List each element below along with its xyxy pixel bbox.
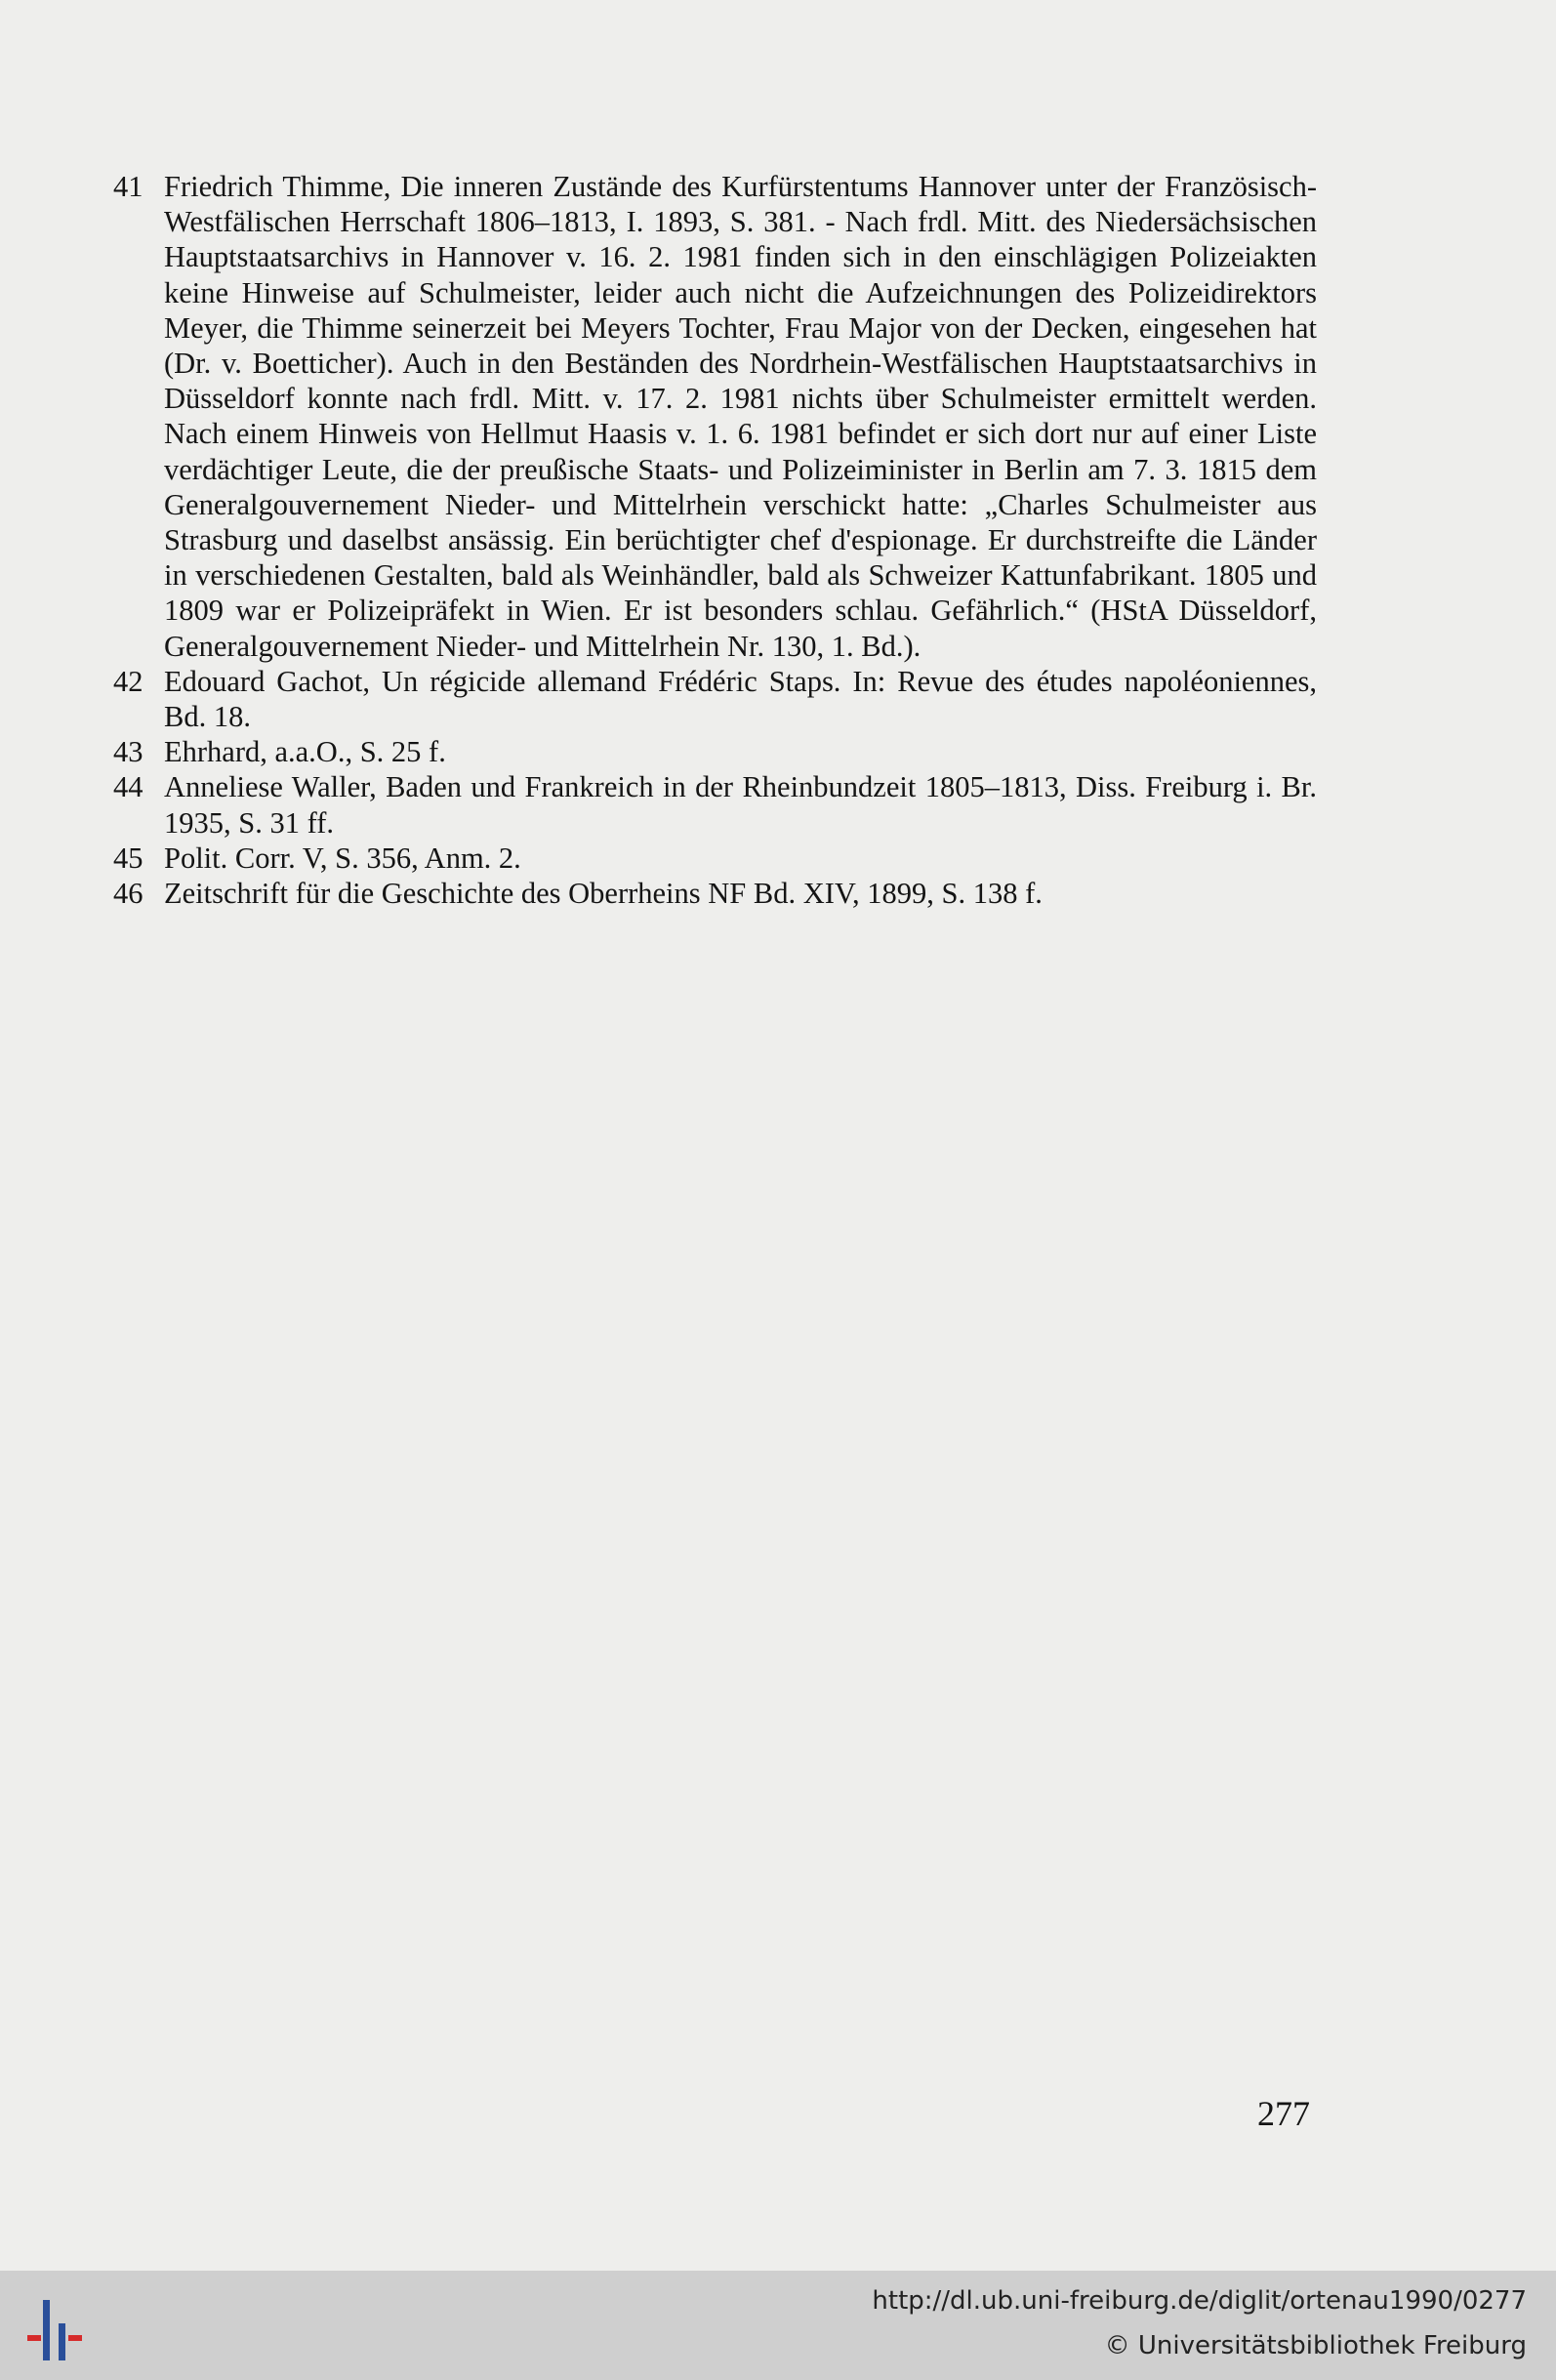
footnote-text: Polit. Corr. V, S. 356, Anm. 2. <box>164 841 521 875</box>
footnote-43 <box>113 734 1317 769</box>
footnote-42 <box>113 664 1317 734</box>
footnote-text: Friedrich Thimme, Die inneren Zustände des Kurfürstentums Hannover unter der Französisch-Westfälischen Herrschaft 1806–1813, I. 1893, S. 381. - Nach frdl. Mitt. des Niedersächsischen Hauptstaatsarchivs in Hannover v. 16. 2. 1981 finden sich in den einschlägigen Polizeiakten keine Hinweise auf Schulmeister, leider auch nicht die Aufzeichnungen des Polizeidirektors Meyer, die Thimme seinerzeit bei Meyers Tochter, Frau Major von der Decken, eingesehen hat (Dr. v. Boetticher). Auch in den Beständen des Nordrhein-Westfälischen Hauptstaatsarchivs in Düsseldorf konnte nach frdl. Mitt. v. 17. 2. 1981 nichts über Schulmeister ermittelt werden. Nach einem Hinweis von Hellmut Haasis v. 1. 6. 1981 befindet er sich dort nur auf einer Liste verdächtiger Leute, die der preußische Staats- und Polizeiminister in Berlin am 7. 3. 1815 dem Generalgouvernement Nieder- und Mittelrhein verschickt hatte: „Charles Schulmeister aus Strasburg und daselbst ansässig. Ein berüchtigter chef d'espionage. Er durchstreifte die Länder in verschiedenen Gestalten, bald als Weinhändler, bald als Schweizer Kattunfabrikant. 1805 und 1809 war er Polizeipräfekt in Wien. Er ist besonders schlau. Gefährlich.“ (HStA Düsseldorf, Generalgouvernement Nieder- und Mittelrhein Nr. 130, 1. Bd.). <box>164 170 1317 663</box>
footnote-number: 45 <box>113 841 143 875</box>
page-number: 277 <box>1257 2094 1310 2133</box>
footer-url-link[interactable]: http://dl.ub.uni-freiburg.de/diglit/ortenau1990/0277 <box>872 2286 1527 2316</box>
footnote-46 <box>113 876 1317 911</box>
footnotes-list <box>113 169 1317 911</box>
footnote-number: 44 <box>113 770 143 804</box>
footnote-text: Edouard Gachot, Un régicide allemand Frédéric Staps. In: Revue des études napoléoniennes, Bd. 18. <box>164 664 1317 734</box>
footnote-44 <box>113 769 1317 840</box>
footnote-number: 41 <box>113 170 143 203</box>
footnote-45 <box>113 841 1317 876</box>
ub-freiburg-logo-icon <box>21 2290 100 2368</box>
footnote-number: 42 <box>113 664 143 698</box>
footer-copyright: © Universitätsbibliothek Freiburg <box>1104 2331 1527 2360</box>
footnote-text: Anneliese Waller, Baden und Frankreich in der Rheinbundzeit 1805–1813, Diss. Freiburg i. Br. 1935, S. 31 ff. <box>164 770 1317 840</box>
footnote-text: Zeitschrift für die Geschichte des Oberrheins NF Bd. XIV, 1899, S. 138 f. <box>164 877 1043 911</box>
footnote-number: 46 <box>113 877 143 911</box>
footnote-text: Ehrhard, a.a.O., S. 25 f. <box>164 735 446 769</box>
footnote-41 <box>113 169 1317 664</box>
footer-bar <box>0 2271 1556 2380</box>
footnote-number: 43 <box>113 735 143 769</box>
